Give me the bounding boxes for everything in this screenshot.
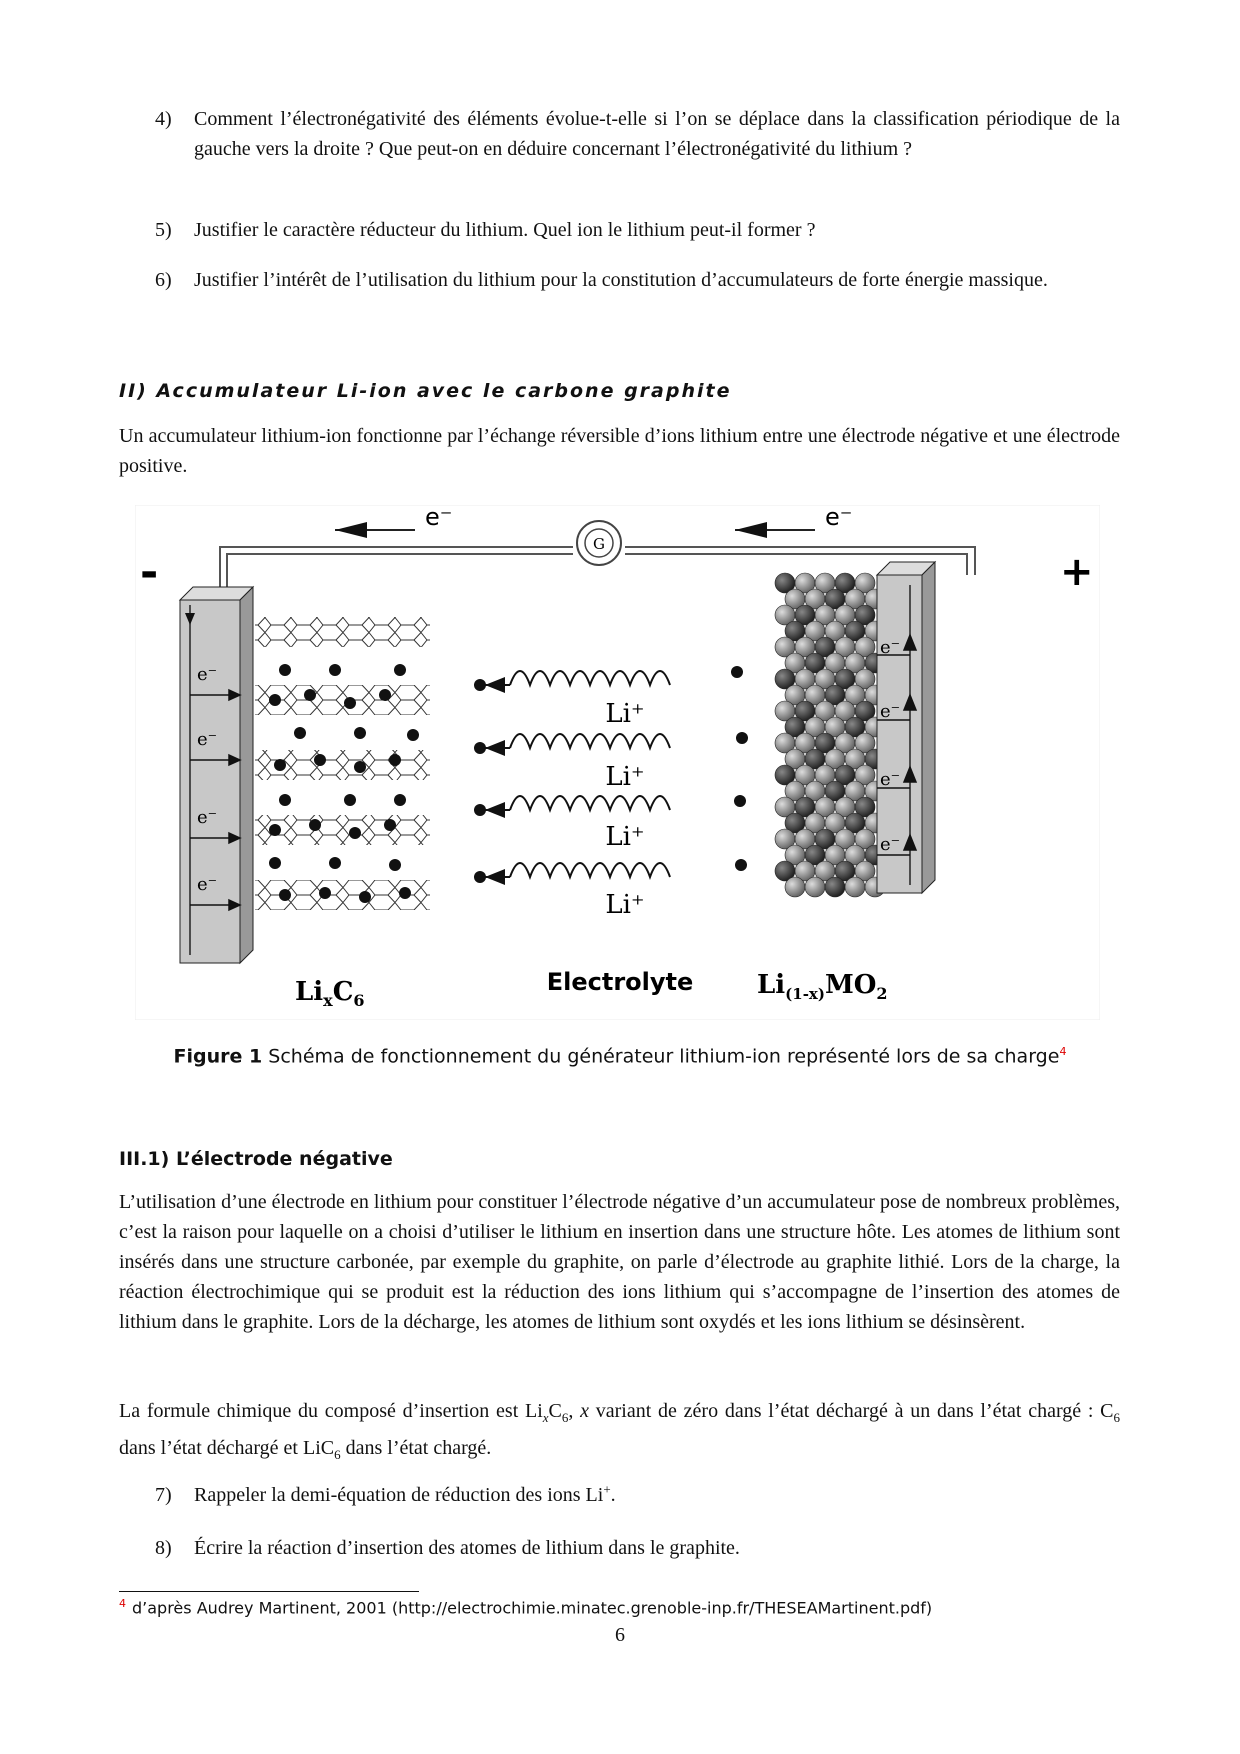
- metal-oxide-structure: [775, 573, 885, 897]
- negative-collector: [180, 587, 253, 963]
- question-text: Rappeler la demi-équation de réduction des ions Li+.: [194, 1481, 616, 1506]
- question-text: Comment l’électronégativité des éléments évolue-t-elle si l’on se déplace dans la classification périodique de la gauche vers la droite ? Que peut-on en déduire concernant l’électronégativité du lithium ?: [194, 108, 1120, 160]
- li-ion-figure: [135, 505, 1100, 1020]
- li-ion-label: Li⁺: [605, 890, 645, 920]
- caption-text: Schéma de fonctionnement du générateur lithium-ion représenté lors de sa charge: [262, 1045, 1060, 1068]
- electron-label-collector: e⁻: [197, 874, 218, 895]
- electron-label-collector: e⁻: [880, 834, 901, 855]
- electron-label-collector: e⁻: [197, 807, 218, 828]
- label-positive-electrode: $Li_{(1-x)}MO_2$: [757, 970, 888, 1003]
- footnote: [119, 1597, 932, 1617]
- lattice-atom: [845, 877, 865, 897]
- electron-label-left: e⁻: [425, 505, 453, 531]
- question-number: 5): [155, 219, 172, 241]
- question-number: 7): [155, 1484, 172, 1506]
- li-ion-label: Li⁺: [605, 762, 645, 792]
- electron-label-collector: e⁻: [197, 729, 218, 750]
- li-ion-label: Li⁺: [605, 822, 645, 852]
- electron-label-collector: e⁻: [880, 637, 901, 658]
- positive-terminal-sign: +: [1060, 549, 1094, 595]
- label-electrolyte: Electrolyte: [546, 968, 694, 996]
- lattice-atom: [805, 877, 825, 897]
- electron-label-collector: e⁻: [880, 769, 901, 790]
- section-2-title: II) Accumulateur Li-ion avec le carbone graphite: [119, 380, 732, 402]
- negative-terminal-sign: -: [140, 547, 159, 598]
- caption-label: Figure 1: [173, 1045, 263, 1068]
- question-text: Écrire la réaction d’insertion des atomes de lithium dans le graphite.: [194, 1537, 740, 1559]
- footnote-mark: 4: [119, 1597, 126, 1610]
- section-3-paragraph-1: L’utilisation d’une électrode en lithium pour constituer l’électrode négative d’un accumulateur pose de nombreux problèmes, c’est la raison pour laquelle on a choisi d’utiliser le lithium en insertion dans une structure hôte. Les atomes de lithium sont insérés dans une structure carbonée, par exemple du graphite, on parle d’électrode au graphite lithié. Lors de la charge, la réaction électrochimique qui se produit est la réduction des ions lithium qui s’accompagne de l’insertion des atomes de lithium dans le graphite. Lors de la décharge, les atomes de lithium sont oxydés et les ions lithium se désinsèrent.: [119, 1191, 1120, 1333]
- label-negative-electrode: $Li_xC_6$: [295, 977, 365, 1010]
- page-number: 6: [615, 1624, 625, 1646]
- lattice-atom: [785, 877, 805, 897]
- electron-label-collector: e⁻: [197, 664, 218, 685]
- caption-footnote-ref: 4: [1059, 1045, 1067, 1058]
- electron-label-collector: e⁻: [880, 701, 901, 722]
- question-number: 6): [155, 269, 172, 291]
- lattice-atom: [825, 877, 845, 897]
- section-3-paragraph-2: La formule chimique du composé d’insertion est $Li_xC_6$, x variant de zéro dans l’état déchargé à un dans l’état chargé : $C_6$ dans l’état déchargé et LiC$_6$ dans l’état chargé.: [119, 1400, 1121, 1462]
- section-3-title: III.1) L’électrode négative: [119, 1148, 393, 1170]
- electron-label-right: e⁻: [825, 505, 853, 531]
- question-text: Justifier le caractère réducteur du lithium. Quel ion le lithium peut-il former ?: [194, 219, 816, 241]
- galvanometer-label: G: [593, 535, 605, 553]
- question-text: Justifier l’intérêt de l’utilisation du lithium pour la constitution d’accumulateurs de forte énergie massique.: [194, 269, 1048, 291]
- li-ion-label: Li⁺: [605, 699, 645, 729]
- figure-caption: [0, 1045, 1240, 1067]
- question-number: 8): [155, 1537, 172, 1559]
- question-number: 4): [155, 108, 172, 130]
- section-2-intro: Un accumulateur lithium-ion fonctionne par l’échange réversible d’ions lithium entre une électrode négative et une électrode positive.: [119, 425, 1120, 477]
- footnote-separator: [119, 1591, 419, 1592]
- footnote-text: d’après Audrey Martinent, 2001 (http://electrochimie.minatec.grenoble-inp.fr/THESEAMartinent.pdf): [132, 1598, 933, 1618]
